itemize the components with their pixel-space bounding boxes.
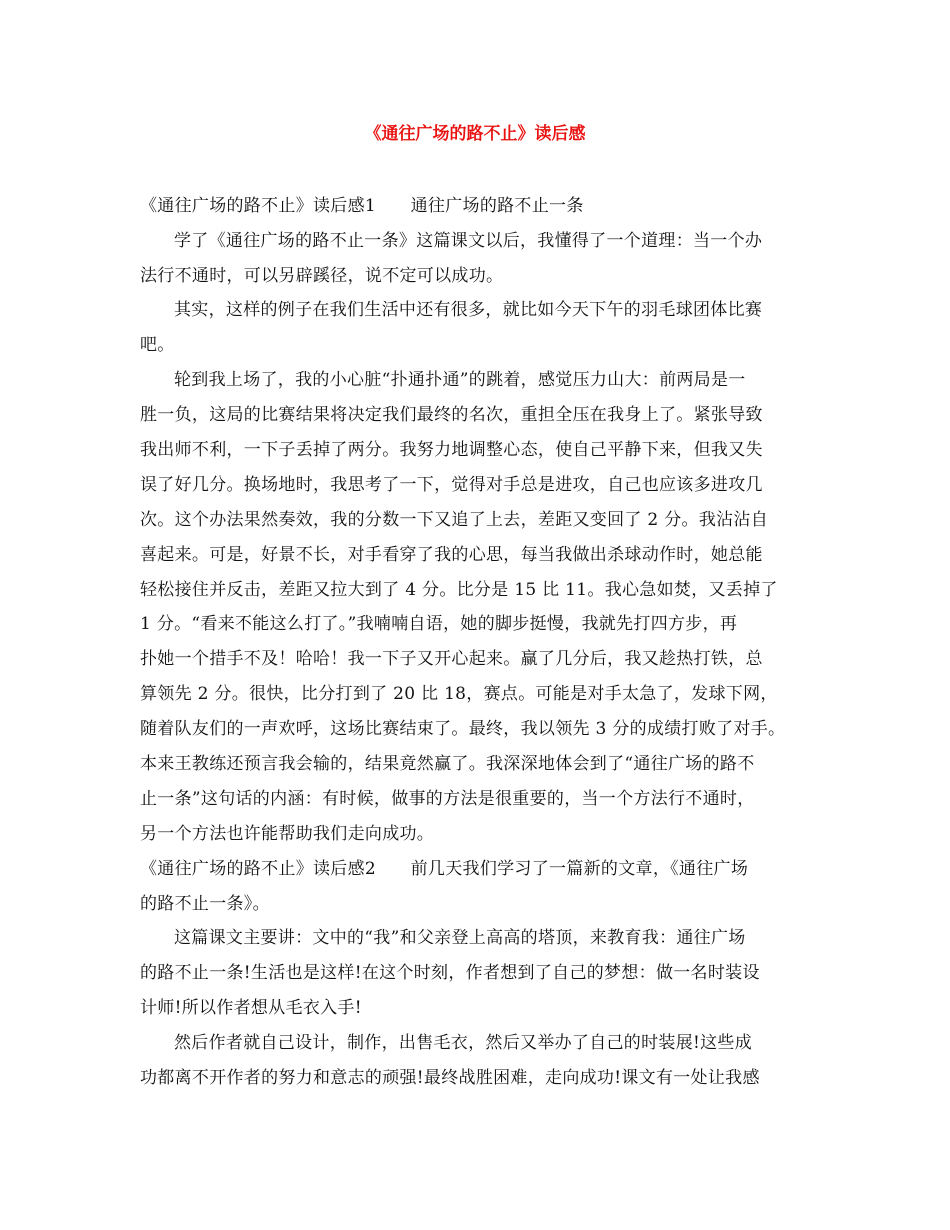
text-line: 这篇课文主要讲：文中的“我”和父亲登上高高的塔顶，来教育我：通往广场 (174, 928, 746, 948)
text-line: 的路不止一条!生活也是这样!在这个时刻，作者想到了自己的梦想：做一名时装设 (140, 963, 760, 983)
document-title: 《通往广场的路不止》读后感 (364, 124, 586, 144)
text-line: 1 分。“看来不能这么打了。”我喃喃自语，她的脚步挺慢，我就先打四方步，再 (140, 614, 738, 634)
text-line: 扑她一个措手不及！哈哈！我一下子又开心起来。赢了几分后，我又趁热打铁，总 (140, 649, 763, 669)
text-line: 止一条”这句话的内涵：有时候，做事的方法是很重要的，当一个方法行不通时， (140, 789, 755, 809)
text-line: 喜起来。可是，好景不长，对手看穿了我的心思，每当我做出杀球动作时，她总能 (140, 545, 763, 565)
text-line: 随着队友们的一声欢呼，这场比赛结束了。最终，我以领先 3 分的成绩打败了对手。 (140, 719, 786, 739)
text-line: 次。这个办法果然奏效，我的分数一下又追了上去，差距又变回了 2 分。我沾沾自 (140, 510, 769, 530)
text-line: 另一个方法也许能帮助我们走向成功。 (140, 824, 435, 844)
text-line: 本来王教练还预言我会输的，结果竟然赢了。我深深地体会到了“通往广场的路不 (140, 754, 755, 774)
text-line: 轻松接住并反击，差距又拉大到了 4 分。比分是 15 比 11。我心急如焚，又丢掉了 (140, 580, 778, 600)
text-line: 学了《通往广场的路不止一条》这篇课文以后，我懂得了一个道理：当一个办 (174, 231, 763, 251)
text-line: 《通往广场的路不止》读后感2 前几天我们学习了一篇新的文章，《通往广场 (140, 859, 749, 879)
text-line: 吧。 (140, 335, 175, 355)
text-line: 轮到我上场了，我的小心脏“扑通扑通”的跳着，感觉压力山大：前两局是一 (174, 370, 746, 390)
text-line: 其实，这样的例子在我们生活中还有很多，就比如今天下午的羽毛球团体比赛 (174, 300, 763, 320)
text-line: 法行不通时，可以另辟蹊径，说不定可以成功。 (140, 266, 504, 286)
text-line: 然后作者就自己设计，制作，出售毛衣，然后又举办了自己的时装展!这些成 (174, 1033, 753, 1053)
text-line: 的路不止一条》。 (140, 894, 270, 914)
text-line: 计师!所以作者想从毛衣入手! (140, 998, 362, 1018)
text-line: 我出师不利，一下子丢掉了两分。我努力地调整心态，使自己平静下来，但我又失 (140, 440, 763, 460)
text-line: 算领先 2 分。很快，比分打到了 20 比 18，赛点。可能是对手太急了，发球下网， (140, 684, 778, 704)
text-line: 功都离不开作者的努力和意志的顽强!最终战胜困难，走向成功!课文有一处让我感 (140, 1068, 760, 1088)
text-line: 胜一负，这局的比赛结果将决定我们最终的名次，重担全压在我身上了。紧张导致 (140, 405, 763, 425)
text-line: 《通往广场的路不止》读后感1 通往广场的路不止一条 (140, 196, 584, 216)
text-line: 误了好几分。换场地时，我思考了一下，觉得对手总是进攻，自己也应该多进攻几 (140, 475, 763, 495)
